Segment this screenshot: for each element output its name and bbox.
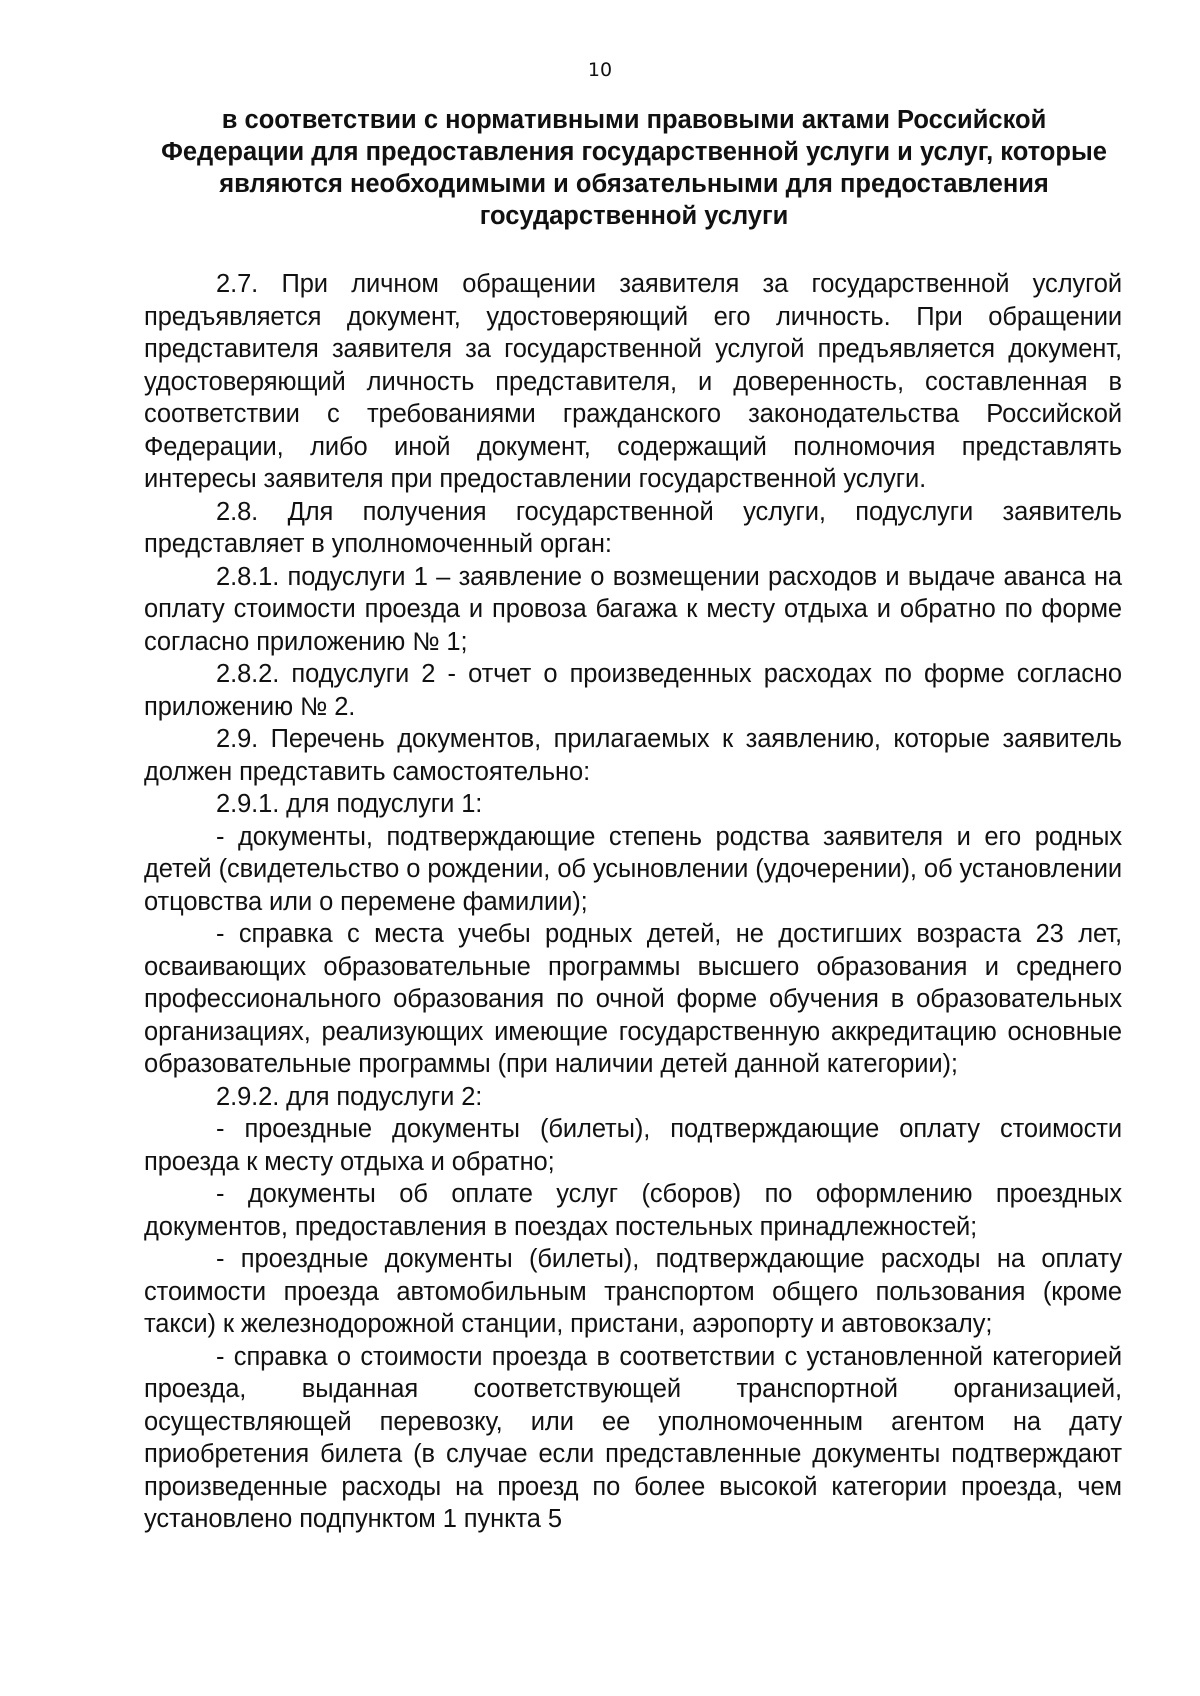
paragraph-2-8: 2.8. Для получения государственной услуги, подуслуги заявитель представляет в уполномоченный орган: [144, 497, 1122, 558]
page-number: 10 [587, 59, 613, 81]
list-item-travel-tickets: - проездные документы (билеты), подтверждающие оплату стоимости проезда к месту отдыха и обратно; [144, 1115, 1122, 1176]
paragraph-2-9-2: 2.9.2. для подуслуги 2: [216, 1082, 483, 1111]
list-item-fare-certificate: - справка о стоимости проезда в соответствии с установленной категорией проезда, выданная соответствующей транспортной организацией, осуществляющей перевозку, или ее уполномоченным агентом на дату приобретения билета (в случае если представленные документы подтверждают произведенные расходы на проезд по более высокой категории проезда, чем установлено подпунктом 1 пункта 5 [144, 1342, 1122, 1533]
paragraph-2-7: 2.7. При личном обращении заявителя за государственной услугой предъявляется документ, удостоверяющий его личность. При обращении представителя заявителя за государственной услугой предъявляется документ, удостоверяющий личность представителя, и доверенность, составленная в соответствии с требованиями гражданского законодательства Российской Федерации, либо иной документ, содержащий полномочия представлять интересы заявителя при предоставлении государственной услуги. [144, 270, 1122, 493]
paragraph-2-8-2: 2.8.2. подуслуги 2 - отчет о произведенных расходах по форме согласно приложению № 2. [144, 660, 1122, 721]
list-item-bus-tickets: - проездные документы (билеты), подтверждающие расходы на оплату стоимости проезда автомобильным транспортом общего пользования (кроме такси) к железнодорожной станции, пристани, аэропорту и автовокзалу; [144, 1245, 1122, 1338]
section-heading: в соответствии с нормативными правовыми актами Российской Федерации для предоставления государственной услуги и услуг, которые являются необходимыми и обязательными для предоставления государственной услуги [161, 106, 1107, 230]
list-item-study-certificate: - справка с места учебы родных детей, не достигших возраста 23 лет, осваивающих образовательные программы высшего образования и среднего профессионального образования по очной форме обучения в образовательных организациях, реализующих имеющие государственную аккредитацию основные образовательные программы (при наличии детей данной категории); [144, 920, 1122, 1078]
paragraph-2-9-1: 2.9.1. для подуслуги 1: [216, 790, 483, 818]
list-item-kinship-documents: - документы, подтверждающие степень родства заявителя и его родных детей (свидетельство о рождении, об усыновлении (удочерении), об установлении отцовства или о перемене фамилии); [144, 822, 1122, 916]
document-body [144, 268, 1122, 1536]
paragraph-2-9: 2.9. Перечень документов, прилагаемых к заявлению, которые заявитель должен представить самостоятельно: [144, 725, 1122, 786]
list-item-service-fee-documents: - документы об оплате услуг (сборов) по оформлению проездных документов, предоставления в поездах постельных принадлежностей; [144, 1180, 1122, 1241]
paragraph-2-8-1: 2.8.1. подуслуги 1 – заявление о возмещении расходов и выдаче аванса на оплату стоимости проезда и провоза багажа к месту отдыха и обратно по форме согласно приложению № 1; [144, 562, 1122, 656]
